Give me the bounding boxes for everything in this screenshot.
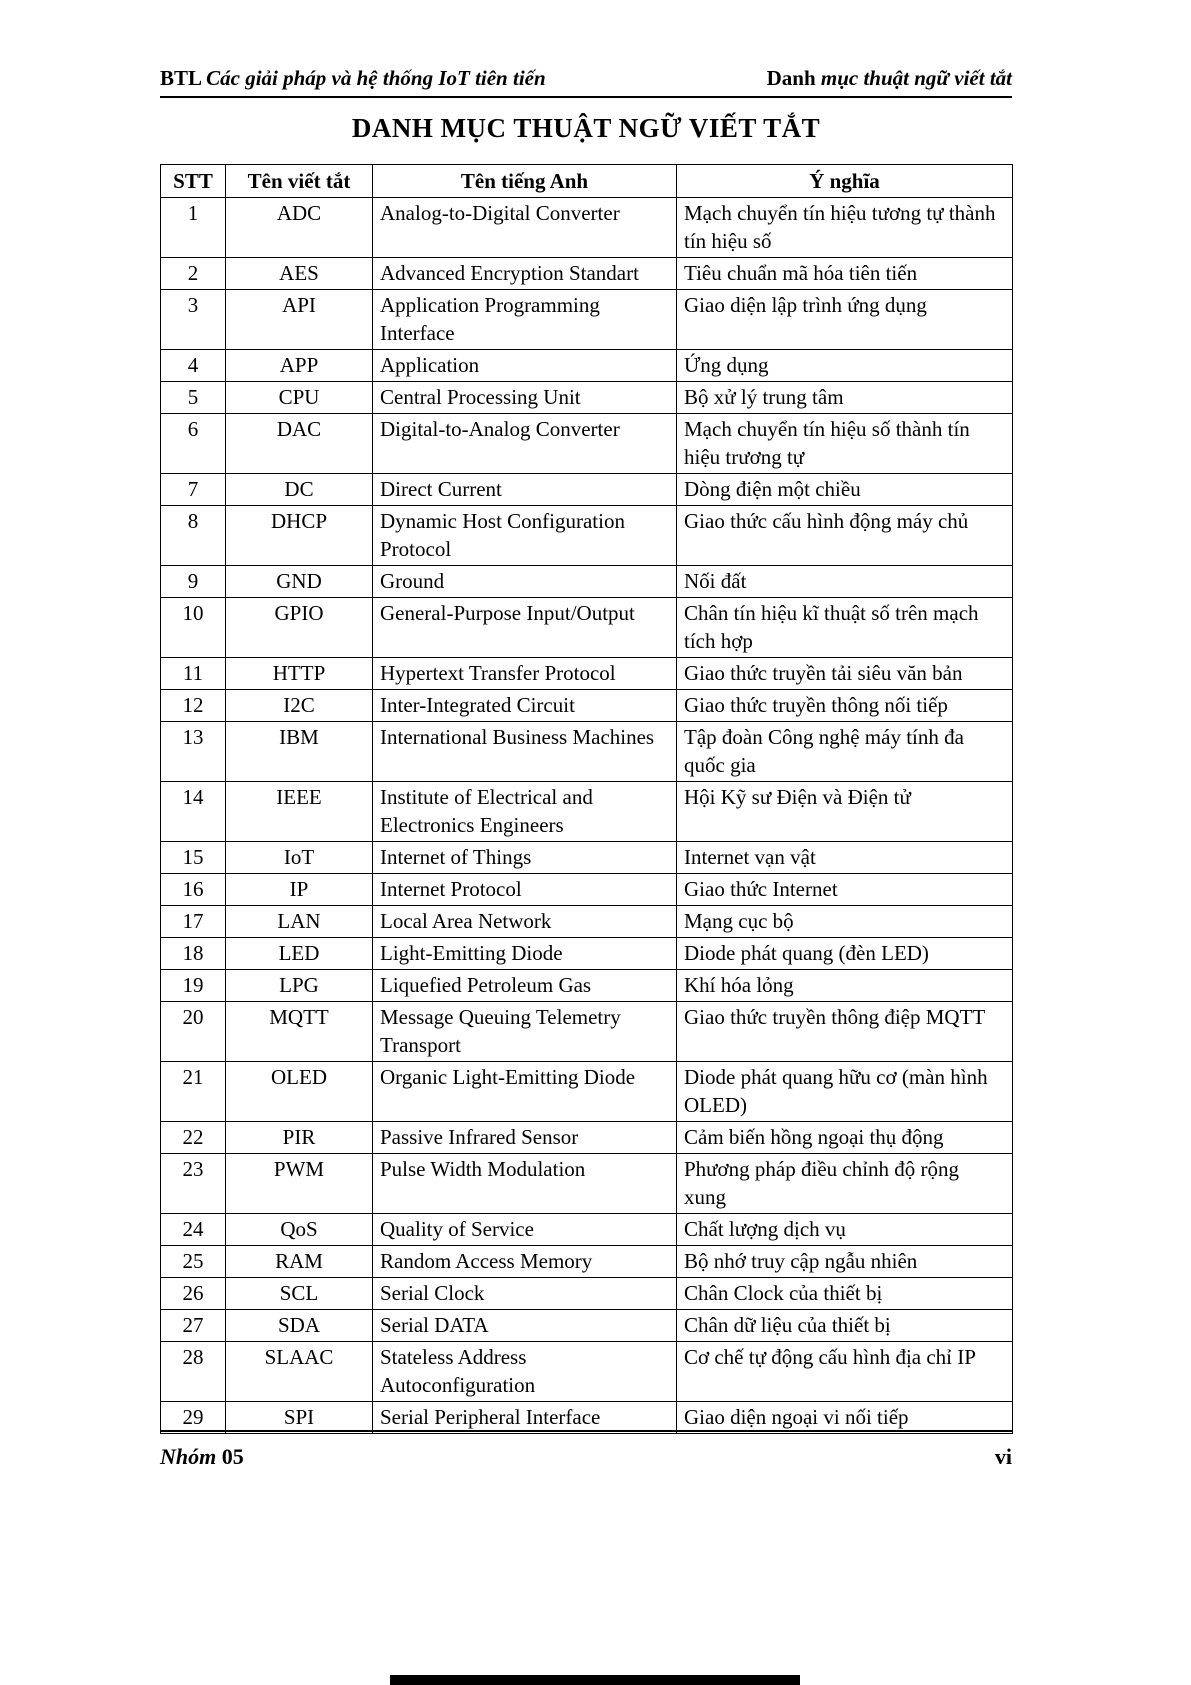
cell-english: Hypertext Transfer Protocol: [373, 658, 677, 690]
cell-english: Analog-to-Digital Converter: [373, 198, 677, 258]
cell-abbreviation: PWM: [226, 1154, 373, 1214]
cell-abbreviation: MQTT: [226, 1002, 373, 1062]
cell-meaning: Nối đất: [677, 566, 1013, 598]
cell-meaning: Cơ chế tự động cấu hình địa chỉ IP: [677, 1342, 1013, 1402]
cell-stt: 2: [161, 258, 226, 290]
cell-english: International Business Machines: [373, 722, 677, 782]
table-row: [161, 658, 1013, 690]
cell-abbreviation: AES: [226, 258, 373, 290]
cell-meaning: Mạch chuyển tín hiệu tương tự thành tín hiệu số: [677, 198, 1013, 258]
table-row: [161, 938, 1013, 970]
cell-stt: 15: [161, 842, 226, 874]
table-row: [161, 722, 1013, 782]
cell-meaning: Khí hóa lỏng: [677, 970, 1013, 1002]
cell-english: Central Processing Unit: [373, 382, 677, 414]
cell-abbreviation: LPG: [226, 970, 373, 1002]
table-row: [161, 970, 1013, 1002]
column-header-english: Tên tiếng Anh: [373, 165, 677, 198]
cell-english: Local Area Network: [373, 906, 677, 938]
cell-abbreviation: IP: [226, 874, 373, 906]
cell-english: Advanced Encryption Standart: [373, 258, 677, 290]
cell-stt: 28: [161, 1342, 226, 1402]
cell-meaning: Giao thức truyền thông nối tiếp: [677, 690, 1013, 722]
cell-abbreviation: PIR: [226, 1122, 373, 1154]
table-row: [161, 1062, 1013, 1122]
cell-stt: 17: [161, 906, 226, 938]
cell-meaning: Chân dữ liệu của thiết bị: [677, 1310, 1013, 1342]
cell-meaning: Mạng cục bộ: [677, 906, 1013, 938]
cell-stt: 16: [161, 874, 226, 906]
cell-stt: 14: [161, 782, 226, 842]
cell-english: Inter-Integrated Circuit: [373, 690, 677, 722]
cell-stt: 8: [161, 506, 226, 566]
cell-meaning: Cảm biến hồng ngoại thụ động: [677, 1122, 1013, 1154]
cell-meaning: Giao diện lập trình ứng dụng: [677, 290, 1013, 350]
abbreviation-table: [160, 164, 1013, 1434]
cell-abbreviation: RAM: [226, 1246, 373, 1278]
cell-stt: 13: [161, 722, 226, 782]
cell-meaning: Phương pháp điều chỉnh độ rộng xung: [677, 1154, 1013, 1214]
cell-english: Quality of Service: [373, 1214, 677, 1246]
cell-english: Organic Light-Emitting Diode: [373, 1062, 677, 1122]
table-row: [161, 566, 1013, 598]
cell-english: Passive Infrared Sensor: [373, 1122, 677, 1154]
table-row: [161, 506, 1013, 566]
cell-english: Pulse Width Modulation: [373, 1154, 677, 1214]
cell-english: Dynamic Host Configuration Protocol: [373, 506, 677, 566]
cell-english: Stateless Address Autoconfiguration: [373, 1342, 677, 1402]
cell-stt: 9: [161, 566, 226, 598]
cell-english: Direct Current: [373, 474, 677, 506]
cell-abbreviation: SDA: [226, 1310, 373, 1342]
cell-english: Message Queuing Telemetry Transport: [373, 1002, 677, 1062]
page-content: [160, 0, 1012, 1434]
table-row: [161, 1122, 1013, 1154]
cell-meaning: Chất lượng dịch vụ: [677, 1214, 1013, 1246]
table-row: [161, 1278, 1013, 1310]
header-divider: [160, 96, 1012, 98]
cell-meaning: Chân tín hiệu kĩ thuật số trên mạch tích hợp: [677, 598, 1013, 658]
table-row: [161, 474, 1013, 506]
cell-meaning: Giao thức truyền tải siêu văn bản: [677, 658, 1013, 690]
cell-abbreviation: SCL: [226, 1278, 373, 1310]
cell-english: Serial Peripheral Interface: [373, 1402, 677, 1434]
table-row: [161, 414, 1013, 474]
table-row: [161, 290, 1013, 350]
column-header-meaning: Ý nghĩa: [677, 165, 1013, 198]
cell-english: Random Access Memory: [373, 1246, 677, 1278]
cell-english: Internet of Things: [373, 842, 677, 874]
table-row: [161, 1402, 1013, 1434]
cell-meaning: Tập đoàn Công nghệ máy tính đa quốc gia: [677, 722, 1013, 782]
header-left-title: Các giải pháp và hệ thống IoT tiên tiến: [206, 66, 546, 90]
cell-abbreviation: APP: [226, 350, 373, 382]
table-row: [161, 874, 1013, 906]
cell-meaning: Hội Kỹ sư Điện và Điện tử: [677, 782, 1013, 842]
cell-stt: 10: [161, 598, 226, 658]
table-row: [161, 842, 1013, 874]
cell-meaning: Internet vạn vật: [677, 842, 1013, 874]
cell-stt: 27: [161, 1310, 226, 1342]
table-row: [161, 382, 1013, 414]
cell-stt: 7: [161, 474, 226, 506]
cell-stt: 26: [161, 1278, 226, 1310]
cell-stt: 11: [161, 658, 226, 690]
header-right-word: Danh: [766, 66, 816, 90]
header-left-code: BTL: [160, 66, 201, 90]
cell-stt: 20: [161, 1002, 226, 1062]
page-number: vi: [994, 1444, 1012, 1469]
cell-abbreviation: IEEE: [226, 782, 373, 842]
cell-english: Liquefied Petroleum Gas: [373, 970, 677, 1002]
cell-abbreviation: QoS: [226, 1214, 373, 1246]
running-footer: [160, 1430, 1012, 1470]
table-row: [161, 1246, 1013, 1278]
cell-abbreviation: LED: [226, 938, 373, 970]
cell-meaning: Diode phát quang hữu cơ (màn hình OLED): [677, 1062, 1013, 1122]
cell-meaning: Mạch chuyển tín hiệu số thành tín hiệu trương tự: [677, 414, 1013, 474]
cell-stt: 3: [161, 290, 226, 350]
header-right-title: mục thuật ngữ viết tắt: [820, 66, 1012, 90]
cell-meaning: Tiêu chuẩn mã hóa tiên tiến: [677, 258, 1013, 290]
cell-meaning: Giao thức Internet: [677, 874, 1013, 906]
cell-english: Ground: [373, 566, 677, 598]
table-row: [161, 258, 1013, 290]
cell-english: Light-Emitting Diode: [373, 938, 677, 970]
cell-stt: 24: [161, 1214, 226, 1246]
table-row: [161, 1310, 1013, 1342]
cell-meaning: Giao thức truyền thông điệp MQTT: [677, 1002, 1013, 1062]
cell-abbreviation: LAN: [226, 906, 373, 938]
cell-stt: 18: [161, 938, 226, 970]
cell-english: Digital-to-Analog Converter: [373, 414, 677, 474]
bottom-bar: [390, 1675, 800, 1685]
cell-abbreviation: OLED: [226, 1062, 373, 1122]
table-row: [161, 1214, 1013, 1246]
cell-english: Application Programming Interface: [373, 290, 677, 350]
footer-group: [160, 1444, 244, 1470]
cell-stt: 6: [161, 414, 226, 474]
cell-english: Serial Clock: [373, 1278, 677, 1310]
cell-stt: 22: [161, 1122, 226, 1154]
cell-english: General-Purpose Input/Output: [373, 598, 677, 658]
cell-stt: 4: [161, 350, 226, 382]
table-row: [161, 782, 1013, 842]
cell-stt: 19: [161, 970, 226, 1002]
cell-stt: 25: [161, 1246, 226, 1278]
table-row: [161, 1002, 1013, 1062]
cell-abbreviation: SLAAC: [226, 1342, 373, 1402]
table-row: [161, 1342, 1013, 1402]
cell-english: Internet Protocol: [373, 874, 677, 906]
page-title: DANH MỤC THUẬT NGỮ VIẾT TẮT: [351, 113, 821, 143]
cell-meaning: Diode phát quang (đèn LED): [677, 938, 1013, 970]
cell-abbreviation: HTTP: [226, 658, 373, 690]
table-row: [161, 690, 1013, 722]
cell-stt: 12: [161, 690, 226, 722]
cell-abbreviation: ADC: [226, 198, 373, 258]
header-left: [160, 66, 546, 91]
cell-abbreviation: IBM: [226, 722, 373, 782]
header-right: [767, 66, 1012, 91]
cell-abbreviation: CPU: [226, 382, 373, 414]
running-header: [160, 66, 1012, 91]
cell-abbreviation: DAC: [226, 414, 373, 474]
cell-abbreviation: SPI: [226, 1402, 373, 1434]
cell-english: Institute of Electrical and Electronics Engineers: [373, 782, 677, 842]
cell-stt: 23: [161, 1154, 226, 1214]
footer-group-number: 05: [221, 1444, 244, 1469]
cell-abbreviation: DHCP: [226, 506, 373, 566]
cell-meaning: Giao thức cấu hình động máy chủ: [677, 506, 1013, 566]
cell-meaning: Chân Clock của thiết bị: [677, 1278, 1013, 1310]
cell-meaning: Ứng dụng: [677, 350, 1013, 382]
cell-stt: 1: [161, 198, 226, 258]
footer-group-word: Nhóm: [160, 1444, 217, 1469]
cell-abbreviation: DC: [226, 474, 373, 506]
cell-stt: 21: [161, 1062, 226, 1122]
cell-stt: 29: [161, 1402, 226, 1434]
cell-meaning: Bộ xử lý trung tâm: [677, 382, 1013, 414]
cell-abbreviation: GND: [226, 566, 373, 598]
cell-meaning: Giao diện ngoại vi nối tiếp: [677, 1402, 1013, 1434]
cell-abbreviation: GPIO: [226, 598, 373, 658]
table-row: [161, 906, 1013, 938]
cell-abbreviation: IoT: [226, 842, 373, 874]
column-header-stt: STT: [161, 165, 226, 198]
table-header-row: [161, 165, 1013, 198]
table-row: [161, 598, 1013, 658]
table-row: [161, 1154, 1013, 1214]
table-row: [161, 350, 1013, 382]
table-row: [161, 198, 1013, 258]
cell-stt: 5: [161, 382, 226, 414]
cell-abbreviation: I2C: [226, 690, 373, 722]
cell-english: Application: [373, 350, 677, 382]
column-header-abbreviation: Tên viết tắt: [226, 165, 373, 198]
abbreviation-table-body: [161, 198, 1013, 1434]
cell-english: Serial DATA: [373, 1310, 677, 1342]
cell-meaning: Dòng điện một chiều: [677, 474, 1013, 506]
cell-abbreviation: API: [226, 290, 373, 350]
cell-meaning: Bộ nhớ truy cập ngẫu nhiên: [677, 1246, 1013, 1278]
